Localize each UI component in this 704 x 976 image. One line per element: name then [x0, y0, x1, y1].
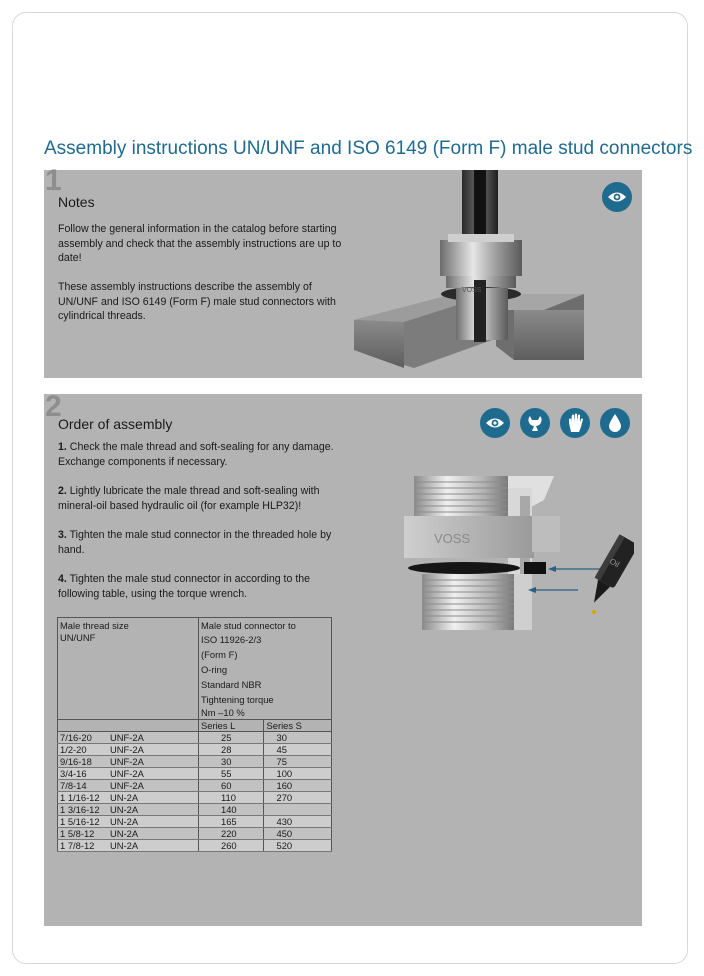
- notes-paragraph: These assembly instructions describe the assembly of UN/UNF and ISO 6149 (Form F) male stud connectors with cylindrical threads.: [58, 281, 336, 322]
- table-cell-thread: UN-2A: [108, 828, 199, 840]
- table-cell-s: 30: [264, 732, 332, 744]
- table-cell-thread: UN-2A: [108, 804, 199, 816]
- assembly-step-3: 3. Tighten the male stud connector in the threaded hole by hand.: [58, 529, 332, 556]
- assembly-step-4: 4. Tighten the male stud connector in according to the following table, using the torque wrench.: [58, 573, 311, 600]
- table-cell-l: 260: [199, 840, 264, 852]
- table-cell-thread: UNF-2A: [108, 732, 199, 744]
- section-heading: Notes: [58, 194, 95, 210]
- table-cell-s: 450: [264, 828, 332, 840]
- fitting-lubrication-illustration: [404, 468, 634, 640]
- table-cell-size: 9/16-18: [58, 756, 109, 768]
- table-cell-thread: UN-2A: [108, 792, 199, 804]
- table-cell-s: 45: [264, 744, 332, 756]
- table-row: [58, 780, 332, 792]
- fitting-brand-label: VOSS: [434, 531, 471, 546]
- eye-icon: [480, 408, 510, 438]
- table-cell-s: [264, 804, 332, 816]
- table-cell-l: 25: [199, 732, 264, 744]
- table-cell-thread: UN-2A: [108, 816, 199, 828]
- table-cell-l: 110: [199, 792, 264, 804]
- table-cell-thread: UNF-2A: [108, 744, 199, 756]
- section-heading: Order of assembly: [58, 416, 173, 432]
- table-cell-s: 160: [264, 780, 332, 792]
- table-row: [58, 804, 332, 816]
- series-l-header: Series L: [199, 720, 264, 732]
- connector-header: Male stud connector to ISO 11926-2/3 (Form F) O-ring Standard NBR Tightening torque Nm –10 %: [199, 618, 332, 720]
- table-cell-thread: UN-2A: [108, 840, 199, 852]
- assembly-step-2: 2. Lightly lubricate the male thread and soft-sealing with mineral-oil based hydraulic oil (for example HLP32)!: [58, 485, 320, 512]
- table-cell-size: 1 1/16-12: [58, 792, 109, 804]
- torque-table: [57, 617, 332, 852]
- table-cell-l: 30: [199, 756, 264, 768]
- table-cell-size: 1 5/8-12: [58, 828, 109, 840]
- table-cell-s: 75: [264, 756, 332, 768]
- table-row: [58, 732, 332, 744]
- table-cell-l: 220: [199, 828, 264, 840]
- table-cell-size: 1 3/16-12: [58, 804, 109, 816]
- assembly-step-1: 1. Check the male thread and soft-sealing for any damage. Exchange components if necessary.: [58, 441, 334, 468]
- table-cell-thread: UNF-2A: [108, 780, 199, 792]
- series-s-header: Series S: [264, 720, 332, 732]
- step-number: 1: [45, 164, 62, 197]
- wrench-icon: [520, 408, 550, 438]
- table-cell-s: 430: [264, 816, 332, 828]
- oil-drop-icon: [600, 408, 630, 438]
- table-cell-thread: UNF-2A: [108, 768, 199, 780]
- table-row: [58, 744, 332, 756]
- table-row: [58, 792, 332, 804]
- table-cell-size: 1/2-20: [58, 744, 109, 756]
- table-cell-thread: UNF-2A: [108, 756, 199, 768]
- fitting-brand-label: VOSS: [462, 287, 482, 294]
- assembly-panel: [44, 390, 642, 926]
- table-cell-s: 270: [264, 792, 332, 804]
- table-row: [58, 828, 332, 840]
- table-cell-s: 520: [264, 840, 332, 852]
- table-cell-size: 3/4-16: [58, 768, 109, 780]
- table-cell-size: 7/16-20: [58, 732, 109, 744]
- table-cell-l: 55: [199, 768, 264, 780]
- table-cell-l: 28: [199, 744, 264, 756]
- empty-cell: [58, 720, 199, 732]
- table-cell-size: 1 5/16-12: [58, 816, 109, 828]
- notes-paragraph: Follow the general information in the catalog before starting assembly and check that the assembly instructions are up to date!: [58, 223, 342, 264]
- thread-size-header: Male thread size UN/UNF: [58, 618, 199, 720]
- table-row: [58, 768, 332, 780]
- oil-label: Oil: [607, 556, 621, 570]
- table-cell-l: 165: [199, 816, 264, 828]
- table-cell-l: 60: [199, 780, 264, 792]
- table-row: [58, 840, 332, 852]
- table-cell-size: 1 7/8-12: [58, 840, 109, 852]
- table-cell-s: 100: [264, 768, 332, 780]
- stud-connector-illustration: [344, 170, 588, 378]
- table-row: [58, 816, 332, 828]
- hand-icon: [560, 408, 590, 438]
- table-row: [58, 756, 332, 768]
- step-number: 2: [45, 390, 62, 423]
- eye-icon: [602, 182, 632, 212]
- table-header: [58, 618, 332, 720]
- series-header-row: [58, 720, 332, 732]
- page-title: Assembly instructions UN/UNF and ISO 6149 (Form F) male stud connectors: [44, 138, 693, 159]
- table-cell-size: 7/8-14: [58, 780, 109, 792]
- notes-panel: [44, 164, 642, 378]
- table-cell-l: 140: [199, 804, 264, 816]
